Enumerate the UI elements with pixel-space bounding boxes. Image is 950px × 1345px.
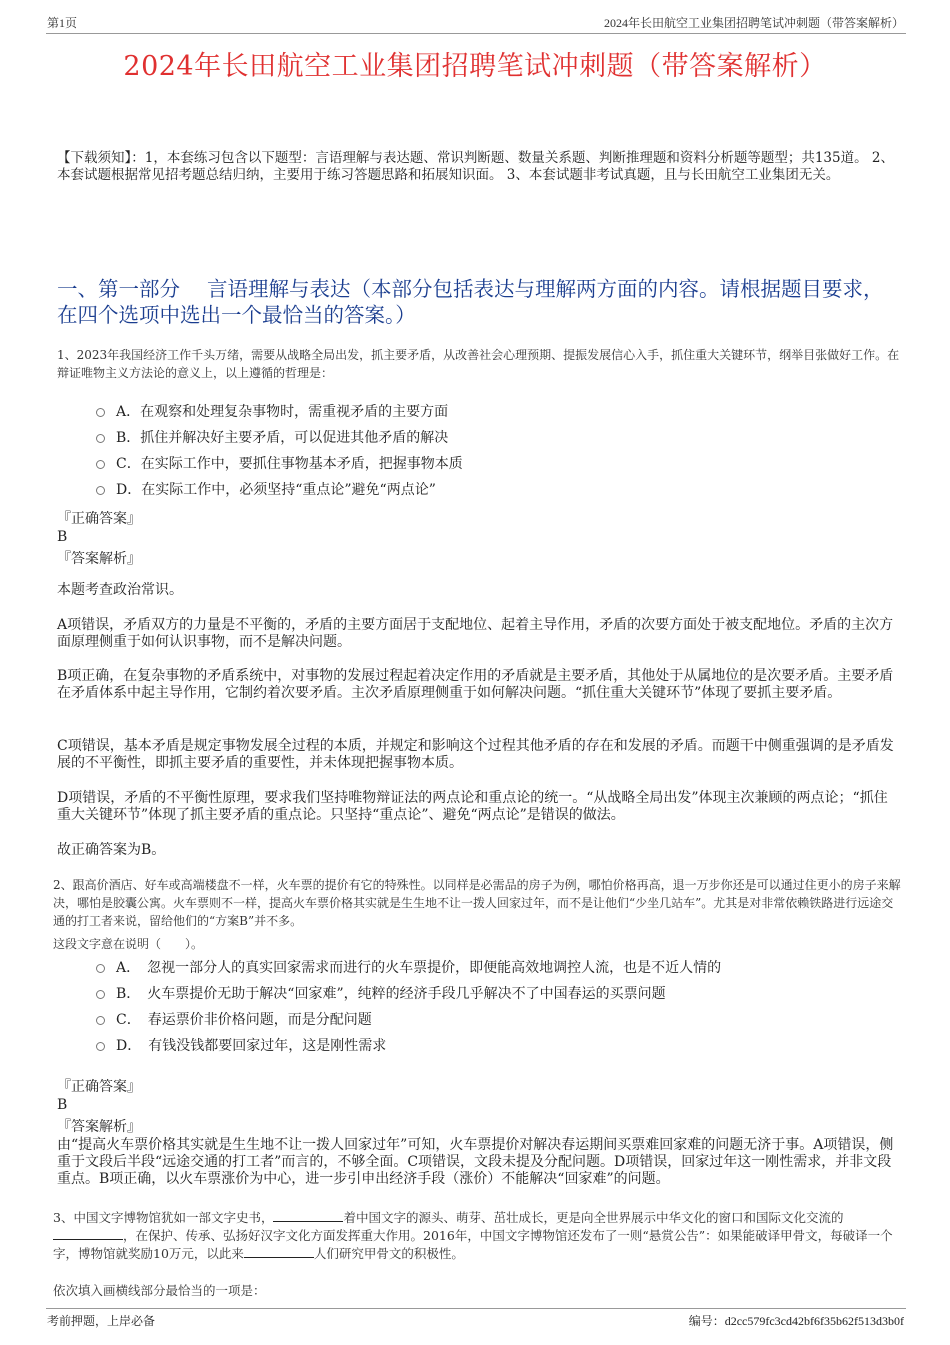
page-number: 第1页 (47, 16, 78, 30)
q2-option-d[interactable] (96, 1037, 876, 1055)
question-2-stem: 2、跟高价酒店、好车或高端楼盘不一样，火车票的提价有它的特殊性。以同样是必需品的房子为例，哪怕价格再高，退一万步你还是可以通过住更小的房子来解决，哪怕是胶囊公寓。火车票则不一样，提高火车票价格其实就是生生地不让一拨人回家过年，而不是让他们“少坐几站车”。尤其是对非常依赖铁路进行远途交通的打工者来说，留给他们的“方案B”并不多。 (53, 878, 901, 928)
q1-analysis-d: D项错误，矛盾的不平衡性原理，要求我们坚持唯物辩证法的两点论和重点论的统一。“从战略全局出发”体现主次兼顾的两点论；“抓住重大关键环节”体现了抓主要矛盾的重点论。只坚持“重点论”、避免“两点论”是错误的做法。 (57, 790, 888, 823)
radio-icon[interactable] (96, 408, 105, 417)
q1-option-a[interactable] (96, 403, 796, 421)
footer-doc-id: 编号：d2cc579fc3cd42bf6f35b62f513d3b0f (688, 1314, 904, 1328)
q3-stem-part4: 人们研究甲骨文的积极性。 (313, 1246, 464, 1261)
q1-option-b[interactable] (96, 429, 796, 447)
option-label: C．在实际工作中，要抓住事物基本矛盾，把握事物本质 (116, 456, 463, 472)
q2-answer-label: 『正确答案』 (57, 1079, 141, 1095)
option-label: A．在观察和处理复杂事物时，需重视矛盾的主要方面 (116, 404, 449, 420)
q1-option-d[interactable] (96, 481, 796, 499)
q1-analysis-c: C项错误，基本矛盾是规定事物发展全过程的本质，并规定和影响这个过程其他矛盾的存在和发展的矛盾。而题干中侧重强调的是矛盾发展的不平衡性，即抓主要矛盾的重要性，并未体现把握事物本质。 (57, 738, 894, 771)
option-label: A． 忽视一部分人的真实回家需求而进行的火车票提价，即便能高效地调控人流，也是不近人情的 (116, 960, 722, 976)
q3-stem-part2: 着中国文字的源头、萌芽、茁壮成长，更是向全世界展示中华文化的窗口和国际文化交流的 (343, 1210, 844, 1225)
header-doc-title: 2024年长田航空工业集团招聘笔试冲刺题（带答案解析） (603, 16, 904, 30)
radio-icon[interactable] (96, 1016, 105, 1025)
q1-answer-label: 『正确答案』 (57, 511, 141, 527)
radio-icon[interactable] (96, 460, 105, 469)
q1-analysis-label: 『答案解析』 (57, 551, 141, 567)
fill-blank-1[interactable] (273, 1210, 343, 1222)
option-label: D．在实际工作中，必须坚持“重点论”避免“两点论” (116, 482, 436, 498)
q1-analysis-a: A项错误，矛盾双方的力量是不平衡的，矛盾的主要方面居于支配地位、起着主导作用，矛盾的次要方面处于被支配地位。矛盾的主次方面原理侧重于如何认识事物，而不是解决问题。 (57, 617, 894, 650)
radio-icon[interactable] (96, 1042, 105, 1051)
q2-answer: B (57, 1097, 68, 1113)
radio-icon[interactable] (96, 990, 105, 999)
footer-slogan: 考前押题，上岸必备 (47, 1314, 156, 1328)
option-label: C． 春运票价非价格问题，而是分配问题 (116, 1012, 372, 1028)
option-label: D． 有钱没钱都要回家过年，这是刚性需求 (116, 1038, 387, 1054)
q3-stem-part3: ，在保护、传承、弘扬好汉字文化方面发挥重大作用。2016年，中国文字博物馆还发布了一则“悬赏公告”：如果能破译甲骨文，每破译一个字，博物馆就奖励10万元，以此来 (53, 1228, 893, 1261)
radio-icon[interactable] (96, 434, 105, 443)
q2-analysis: 由“提高火车票价格其实就是生生地不让一拨人回家过年”可知，火车票提价对解决春运期间买票难回家难的问题无济于事。A项错误，侧重于文段后半段“远途交通的打工者”而言的，不够全面。C项错误，文段未提及分配问题。D项错误，回家过年这一刚性需求，并非文段重点。B项正确，以火车票涨价为中心，进一步引申出经济手段（涨价）不能解决“回家难”的问题。 (57, 1137, 894, 1187)
q1-analysis-intro: 本题考查政治常识。 (57, 582, 183, 598)
option-label: B．抓住并解决好主要矛盾，可以促进其他矛盾的解决 (116, 430, 449, 446)
question-3-prompt: 依次填入画横线部分最恰当的一项是： (53, 1283, 266, 1298)
fill-blank-3[interactable] (244, 1246, 314, 1258)
q2-option-a[interactable] (96, 959, 876, 977)
header-divider (46, 33, 906, 34)
option-label: B． 火车票提价无助于解决“回家难”，纯粹的经济手段几乎解决不了中国春运的买票问题 (116, 986, 666, 1002)
download-notice: 【下载须知】：1，本套练习包含以下题型：言语理解与表达题、常识判断题、数量关系题、判断推理题和资料分析题等题型；共135道。 2、本套试题根据常见招考题总结归纳，主要用于练习答题思路和拓展知识面。 3、本套试题非考试真题，且与长田航空工业集团无关。 (57, 150, 894, 183)
section-heading: 一、第一部分 言语理解与表达（本部分包括表达与理解两方面的内容。请根据题目要求，在四个选项中选出一个最恰当的答案。） (57, 277, 884, 327)
fill-blank-2[interactable] (53, 1228, 123, 1240)
q3-stem-part1: 3、中国文字博物馆犹如一部文字史书， (53, 1210, 274, 1225)
question-1-stem: 1、2023年我国经济工作千头万绪，需要从战略全局出发，抓主要矛盾，从改善社会心理预期、提振发展信心入手，抓住重大关键环节，纲举目张做好工作。在辩证唯物主义方法论的意义上，以上遵循的哲理是： (57, 348, 900, 380)
q2-option-b[interactable] (96, 985, 876, 1003)
q1-answer: B (57, 529, 68, 545)
radio-icon[interactable] (96, 486, 105, 495)
q2-analysis-label: 『答案解析』 (57, 1119, 141, 1135)
page-title: 2024年长田航空工业集团招聘笔试冲刺题（带答案解析） (123, 51, 827, 82)
question-3-stem (53, 1209, 901, 1263)
q1-analysis-conclusion: 故正确答案为B。 (57, 842, 166, 858)
q1-option-c[interactable] (96, 455, 796, 473)
q1-analysis-b: B项正确，在复杂事物的矛盾系统中，对事物的发展过程起着决定作用的矛盾就是主要矛盾，其他处于从属地位的是次要矛盾。主要矛盾在矛盾体系中起主导作用，它制约着次要矛盾。主次矛盾原理侧重于如何解决问题。“抓住重大关键环节”体现了要抓主要矛盾。 (57, 668, 894, 701)
question-2-prompt: 这段文字意在说明（ ）。 (53, 937, 204, 951)
radio-icon[interactable] (96, 964, 105, 973)
q2-option-c[interactable] (96, 1011, 876, 1029)
footer-divider (46, 1308, 906, 1309)
